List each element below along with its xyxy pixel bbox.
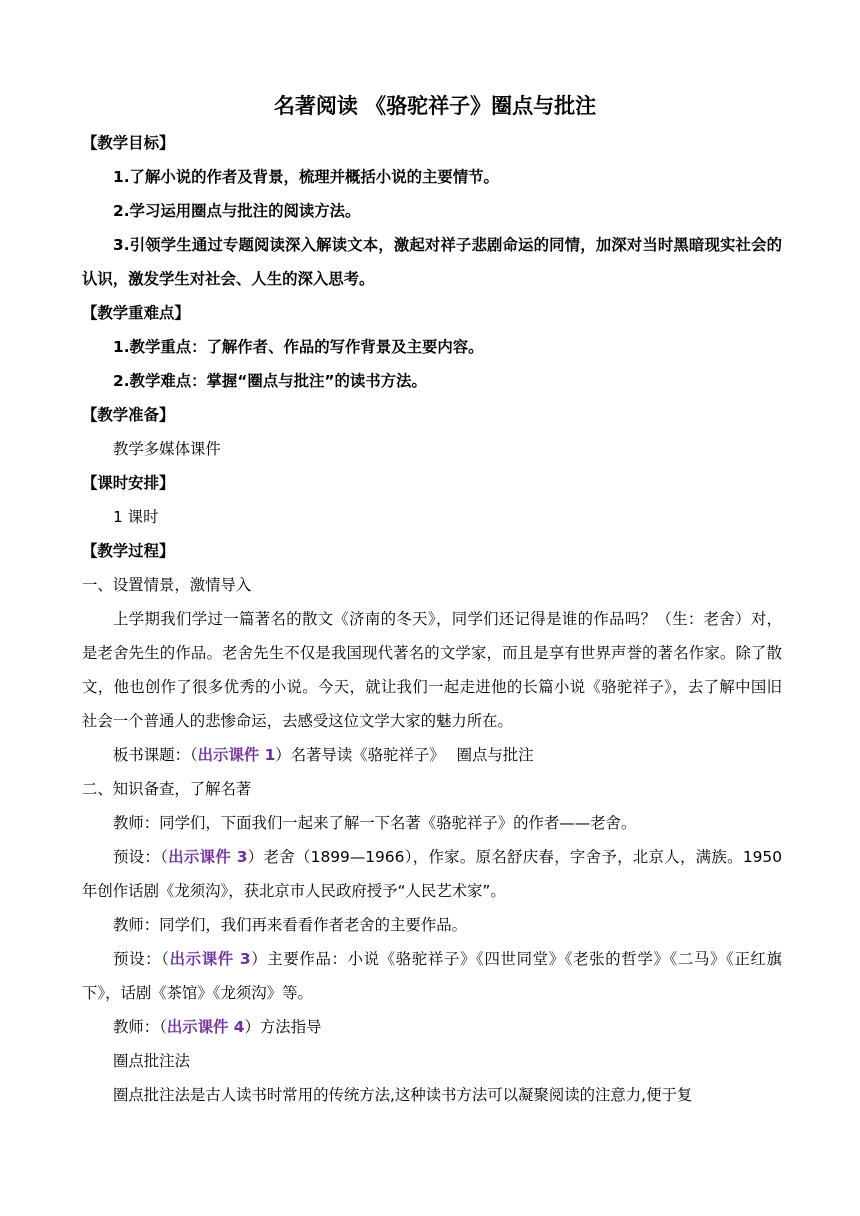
courseware-ref: 出示课件 3: [168, 848, 248, 866]
objectives-heading: 【教学目标】: [82, 134, 175, 152]
preset-paragraph: [82, 840, 782, 908]
document-page: [82, 86, 782, 1112]
preset-prefix: 预设：（: [113, 950, 170, 968]
method-title: 圈点批注法: [113, 1052, 190, 1070]
prep-heading: 【教学准备】: [82, 406, 175, 424]
document-title: 名著阅读 《骆驼祥子》圈点与批注: [273, 94, 597, 118]
teacher-line: 教师：同学们，我们再来看看作者老舍的主要作品。: [113, 916, 467, 934]
objective-item: 2.学习运用圈点与批注的阅读方法。: [113, 202, 361, 220]
board-title-line: [82, 738, 782, 772]
keypoints-heading: 【教学重难点】: [82, 304, 190, 322]
board-suffix: ）名著导读《骆驼祥子》: [275, 746, 445, 764]
part2-heading: 二、知识备查，了解名著: [82, 780, 252, 798]
objective-item: 3.引领学生通过专题阅读深入解读文本，激起对祥子悲剧命运的同情，加深对当时黑暗现实社会的认识，激发学生对社会、人生的深入思考。: [82, 236, 782, 288]
objective-item: 1.了解小说的作者及背景，梳理并概括小说的主要情节。: [113, 168, 499, 186]
teacher-prefix: 教师：（: [113, 1018, 167, 1036]
preset-prefix: 预设：（: [113, 848, 169, 866]
teacher-line: 教师：同学们，下面我们一起来了解一下名著《骆驼祥子》的作者——老舍。: [113, 814, 637, 832]
courseware-ref: 出示课件 1: [197, 746, 276, 764]
method-paragraph: 圈点批注法是古人读书时常用的传统方法,这种读书方法可以凝聚阅读的注意力,便于复: [113, 1086, 693, 1104]
part1-paragraph: 上学期我们学过一篇著名的散文《济南的冬天》，同学们还记得是谁的作品吗？（生：老舍）对，是老舍先生的作品。老舍先生不仅是我国现代著名的文学家，而且是享有世界声誉的著名作家。除了散文，他也创作了很多优秀的小说。今天，就让我们一起走进他的长篇小说《骆驼祥子》，去了解中国旧社会一个普通人的悲惨命运，去感受这位文学大家的魅力所在。: [82, 610, 782, 730]
preset-text: ）主要作品：小说《骆驼祥子》《四世同堂》《老张的哲学》《二马》《正红旗下》，话剧《茶馆》《龙须沟》等。: [82, 950, 782, 1002]
process-heading: 【教学过程】: [82, 542, 175, 560]
schedule-heading: 【课时安排】: [82, 474, 175, 492]
schedule-text: 1 课时: [113, 508, 159, 526]
keypoint-item: 2.教学难点：掌握“圈点与批注”的读书方法。: [113, 372, 427, 390]
board-prefix: 板书课题：（: [113, 746, 198, 764]
keypoint-item: 1.教学重点：了解作者、作品的写作背景及主要内容。: [113, 338, 484, 356]
part1-heading: 一、设置情景，激情导入: [82, 576, 252, 594]
courseware-ref: 出示课件 4: [166, 1018, 245, 1036]
preset-paragraph: [82, 942, 782, 1010]
teacher-suffix: ）方法指导: [244, 1018, 322, 1036]
board-tail: 圈点与批注: [456, 746, 534, 764]
prep-text: 教学多媒体课件: [113, 440, 221, 458]
courseware-ref: 出示课件 3: [169, 950, 251, 968]
teacher-line: [82, 1010, 782, 1044]
preset-text: ）老舍（1899—1966），作家。原名舒庆春，字舍予，北京人，满族。1950 年创作话剧《龙须沟》，获北京市人民政府授予“人民艺术家”。: [82, 848, 782, 900]
